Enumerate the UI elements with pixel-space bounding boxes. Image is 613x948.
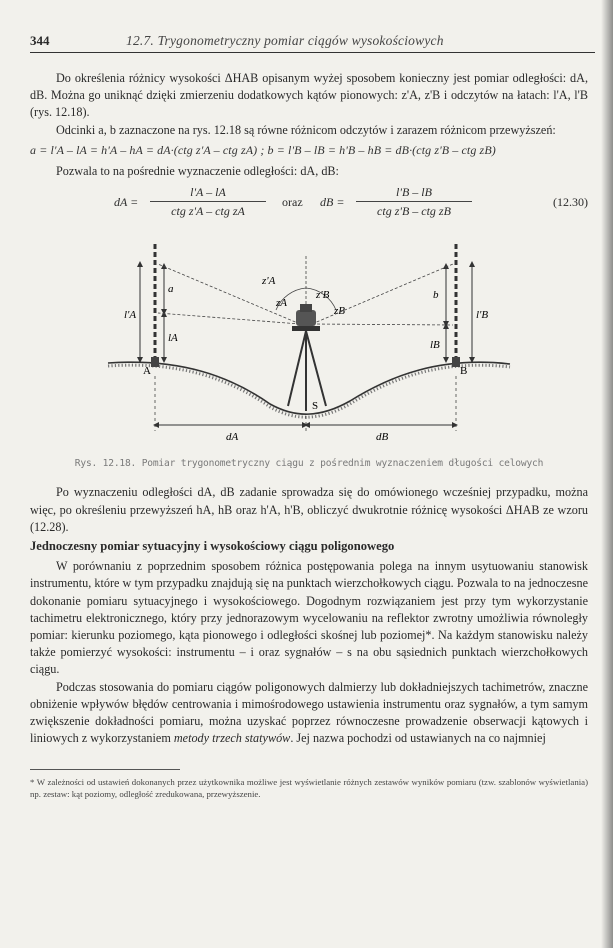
paragraph-6-emphasis: metody trzech statywów xyxy=(173,731,291,746)
fraction-b xyxy=(356,184,472,220)
footnote: * W zależności od ustawień dokonanych przez użytkownika możliwe jest wyświetlanie różnych zestawów wyników pomiaru (tzw. szablonów wyświetlania) np. zestaw: kąt poziomy, odległość zredukowana, przewyższenie. xyxy=(30,777,588,800)
section-title: Jednoczesny pomiar sytuacyjny i wysokościowy ciągu poligonowego xyxy=(30,539,395,554)
label-z-b: zB xyxy=(334,305,345,318)
ground-line xyxy=(108,362,510,414)
label-point-a: A xyxy=(143,365,151,378)
paragraph-6 xyxy=(30,679,588,748)
fraction-b-numerator: l'B – lB xyxy=(356,184,472,202)
staff-a-base xyxy=(151,357,159,367)
page-body xyxy=(30,70,588,800)
label-z-a: zA xyxy=(276,297,287,310)
page-header xyxy=(30,32,595,53)
fraction-b-denominator: ctg z'B – ctg zB xyxy=(377,204,451,219)
equation-number: (12.30) xyxy=(553,195,588,210)
paragraph-4: Po wyznaczeniu odległości dA, dB zadanie sprowadza się do omówionego wcześniej przypadku, można więc, po określeniu przewyższeń hA, hB oraz h'A, h'B, obliczyć dwukrotnie różnicę wysokości ΔHAB ze wzoru (12.28). xyxy=(30,485,588,534)
paragraph-5: W porównaniu z poprzednim sposobem różnica postępowania polega na innym usytuowaniu stanowisk instrumentu, które w tym przypadku znajdują się na punktach wierzchołkowych ciągu. Pozwala to na jednoczesne dokonanie pomiaru sytuacyjnego i wysokościowego. Dogodnym rozwiązaniem jest przy tym wykorzystanie tachimetru elektronicznego, który przy jednorazowym wycelowaniu na reflektor zwrotny umożliwia równoległy pomiar: kierunku poziomego, kąta pionowego i odległości skośnej lub poziomej*. Na każdym stanowisku należy także pomierzyć wysokości: instrumentu – i oraz sygnałów – s na obu sąsiednich punktach wierzchołkowych ciągu. xyxy=(30,559,588,677)
label-z-prime-b: z'B xyxy=(316,289,330,302)
label-l-prime-a: l'A xyxy=(124,309,137,322)
label-z-prime-a: z'A xyxy=(262,275,276,288)
label-b: b xyxy=(433,289,439,302)
figure-12-18 xyxy=(30,226,588,451)
sight-lower-a xyxy=(158,313,300,324)
ground-hatching xyxy=(108,365,510,417)
running-title: 12.7. Trygonometryczny pomiar ciągów wysokościowych xyxy=(126,33,444,48)
label-s: S xyxy=(312,400,319,413)
staff-b-base xyxy=(452,357,460,367)
figure-drawing xyxy=(30,226,588,451)
paragraph-6-text-b: . Jej nazwa pochodzi od ustawianych na co najmniej xyxy=(290,731,546,746)
paragraph-6-text-a: Podczas stosowania do pomiaru ciągów poligonowych dalmierzy lub dokładniejszych tachimetrów, znaczne obniżenie wpływów błędów centrowania i mimośrodowego ustawienia instrumentu oraz sygnałów, a tym samym zwiększenie dokładności pomiaru, można uzyskać poprzez równoczesne prowadzenie obserwacji kątowych i liniowych z wykorzystaniem xyxy=(30,679,588,746)
footnote-rule xyxy=(30,769,180,770)
formula-oraz: oraz xyxy=(282,195,303,210)
label-l-prime-b: l'B xyxy=(476,309,489,322)
label-l-b: lB xyxy=(430,339,440,352)
page-number: 344 xyxy=(30,33,50,48)
fraction-a xyxy=(150,184,266,220)
label-point-b: B xyxy=(460,365,468,378)
fraction-a-denominator: ctg z'A – ctg zA xyxy=(171,204,245,219)
formula-12-30 xyxy=(30,184,588,222)
paragraph-2: Odcinki a, b zaznaczone na rys. 12.18 są równe różnicom odczytów i zarazem różnicom przewyższeń: xyxy=(56,122,556,137)
page-edge-shadow xyxy=(601,0,613,948)
label-a: a xyxy=(168,283,174,296)
instrument-tripod xyxy=(288,304,326,411)
fraction-a-numerator: l'A – lA xyxy=(150,184,266,202)
formula-lhs-a: dA = xyxy=(114,195,139,210)
equation-line: a = l'A – lA = h'A – hA = dA·(ctg z'A – ctg zA) ; b = l'B – lB = h'B – hB = dB·(ctg z'B – ctg zB) xyxy=(30,142,496,157)
figure-caption: Rys. 12.18. Pomiar trygonometryczny ciągu z pośrednim wyznaczeniem długości celowych xyxy=(74,458,544,470)
label-d-a: dA xyxy=(226,431,239,444)
label-l-a: lA xyxy=(168,332,178,345)
formula-lhs-b: dB = xyxy=(320,195,345,210)
paragraph-1: Do określenia różnicy wysokości ΔHAB opisanym wyżej sposobem konieczny jest pomiar odległości: dA, dB. Można go uniknąć dzięki zmierzeniu dodatkowych kątów pionowych: z'A, z'B i odczytów na łatach: l'A, l'B (rys. 12.18). xyxy=(30,71,588,120)
label-d-b: dB xyxy=(376,431,389,444)
sight-lower-b xyxy=(312,324,453,325)
paragraph-3: Pozwala to na pośrednie wyznaczenie odległości: dA, dB: xyxy=(56,164,339,179)
